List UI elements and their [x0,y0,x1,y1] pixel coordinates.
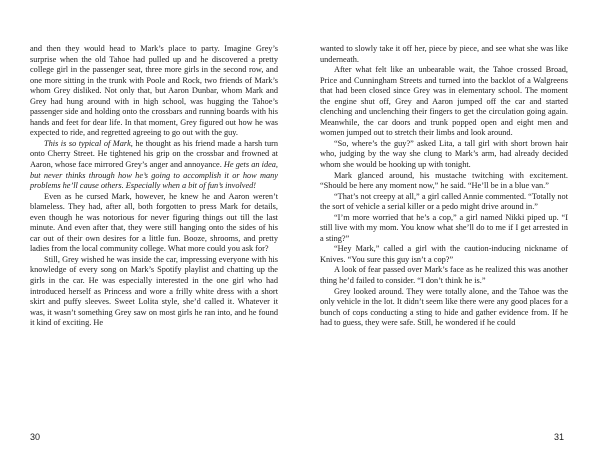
paragraph-text: he thought as his friend made a harsh turn onto Cherry Street. He tightened his grip on the crossbar and frowned at Aaron, whose face mirrored Grey’s anger and annoyance. [30,138,279,170]
paragraph: wanted to slowly take it off her, piece by piece, and see what she was like underneath. [320,44,568,64]
page-number-left: 30 [30,432,41,442]
paragraph: Still, Grey wished he was inside the car, impressing everyone with his knowledge of every song on Mark’s Spotify playlist and chatting up the girls in the car. He was especially interested in the one girl who had introduced herself as Princess and wore a frilly white dress with a short skirt and puffy sleeves. Sweet Lolita style, she’d called it. Whatever it was, it wasn’t something Grey saw on most girls he ran into, and he found it kind of exciting. He [30,254,278,328]
paragraph: A look of fear passed over Mark’s face as he realized this was another thing he’d failed to consider. “I don’t think he is.” [320,265,568,286]
paragraph: “I’m more worried that he’s a cop,” a girl named Nikki piped up. “I still live with my mom. You know what she’ll do to me if I get arrested in a sting?” [320,212,568,243]
paragraph: Mark glanced around, his mustache twitching with excitement. “Should be here any moment now,” he said. “He’ll be in a blue van.” [320,170,568,191]
italic-thought: This is so typical of Mark, [44,138,133,148]
paragraph: and then they would head to Mark’s place to party. Imagine Grey’s surprise when the old Tahoe had pulled up and he discovered a pretty college girl in the passenger seat, three more girls in the second row, and one more sitting in the trunk with Poole and Rock, two friends of Mark’s whom Grey disliked. Not only that, but Aaron Dunbar, whom Mark and Grey had hung around with in high school, was hugging the Tahoe’s passenger side and holding onto the crossbars and running boards with his hands and feet for dear life. In that moment, Grey figured out how he was expected to ride, and regretted agreeing to go out with the guy. [30,44,278,138]
paragraph: “Hey Mark,” called a girl with the caution-inducing nickname of Knives. “You sure this guy isn’t a cop?” [320,244,568,264]
page-number-right: 31 [554,432,565,442]
paragraph [30,139,278,192]
left-page-text [30,44,278,329]
paragraph: After what felt like an unbearable wait, the Tahoe crossed Broad, Price and Cunningham Streets and turned into the backlot of a Walgreens that had been closed since Grey was in elementary school. The moment the engine shut off, Grey and Aaron jumped off the car and started clenching and unclenching their fingers to get the circulation going again. Meanwhile, the car doors and trunk popped open and eight men and women jumped out to stretch their limbs and look around. [320,65,568,138]
italic-thought: He gets an idea, but never thinks through how he’s going to accomplish it or how many problems he’ll cause others. Especially when a bit of fun’s involved! [30,160,278,191]
right-page-text [320,44,568,329]
paragraph: Even as he cursed Mark, however, he knew he and Aaron weren’t blameless. They had, after all, both forgotten to press Mark for details, even though he was notorious for never figuring things out till the last minute. And even after that, they were still hanging onto the sides of his car out of their own desires for a little fun. Booze, shrooms, and pretty ladies from the local community college. What more could you ask for? [30,191,278,254]
paragraph: “That’s not creepy at all,” a girl called Annie commented. “Totally not the sort of vehicle a serial killer or a pedo might drive around in.” [320,191,568,212]
paragraph: “So, where’s the guy?” asked Lita, a tall girl with short brown hair who, judging by the way she clung to Mark’s arm, had already decided whom she would be hooking up with tonight. [320,138,568,170]
paragraph: Grey looked around. They were totally alone, and the Tahoe was the only vehicle in the lot. It didn’t seem like there were any good places for a bunch of cops conducting a sting to hide and gather evidence from. If he had to guess, they were safe. Still, he wondered if he could [320,286,568,328]
